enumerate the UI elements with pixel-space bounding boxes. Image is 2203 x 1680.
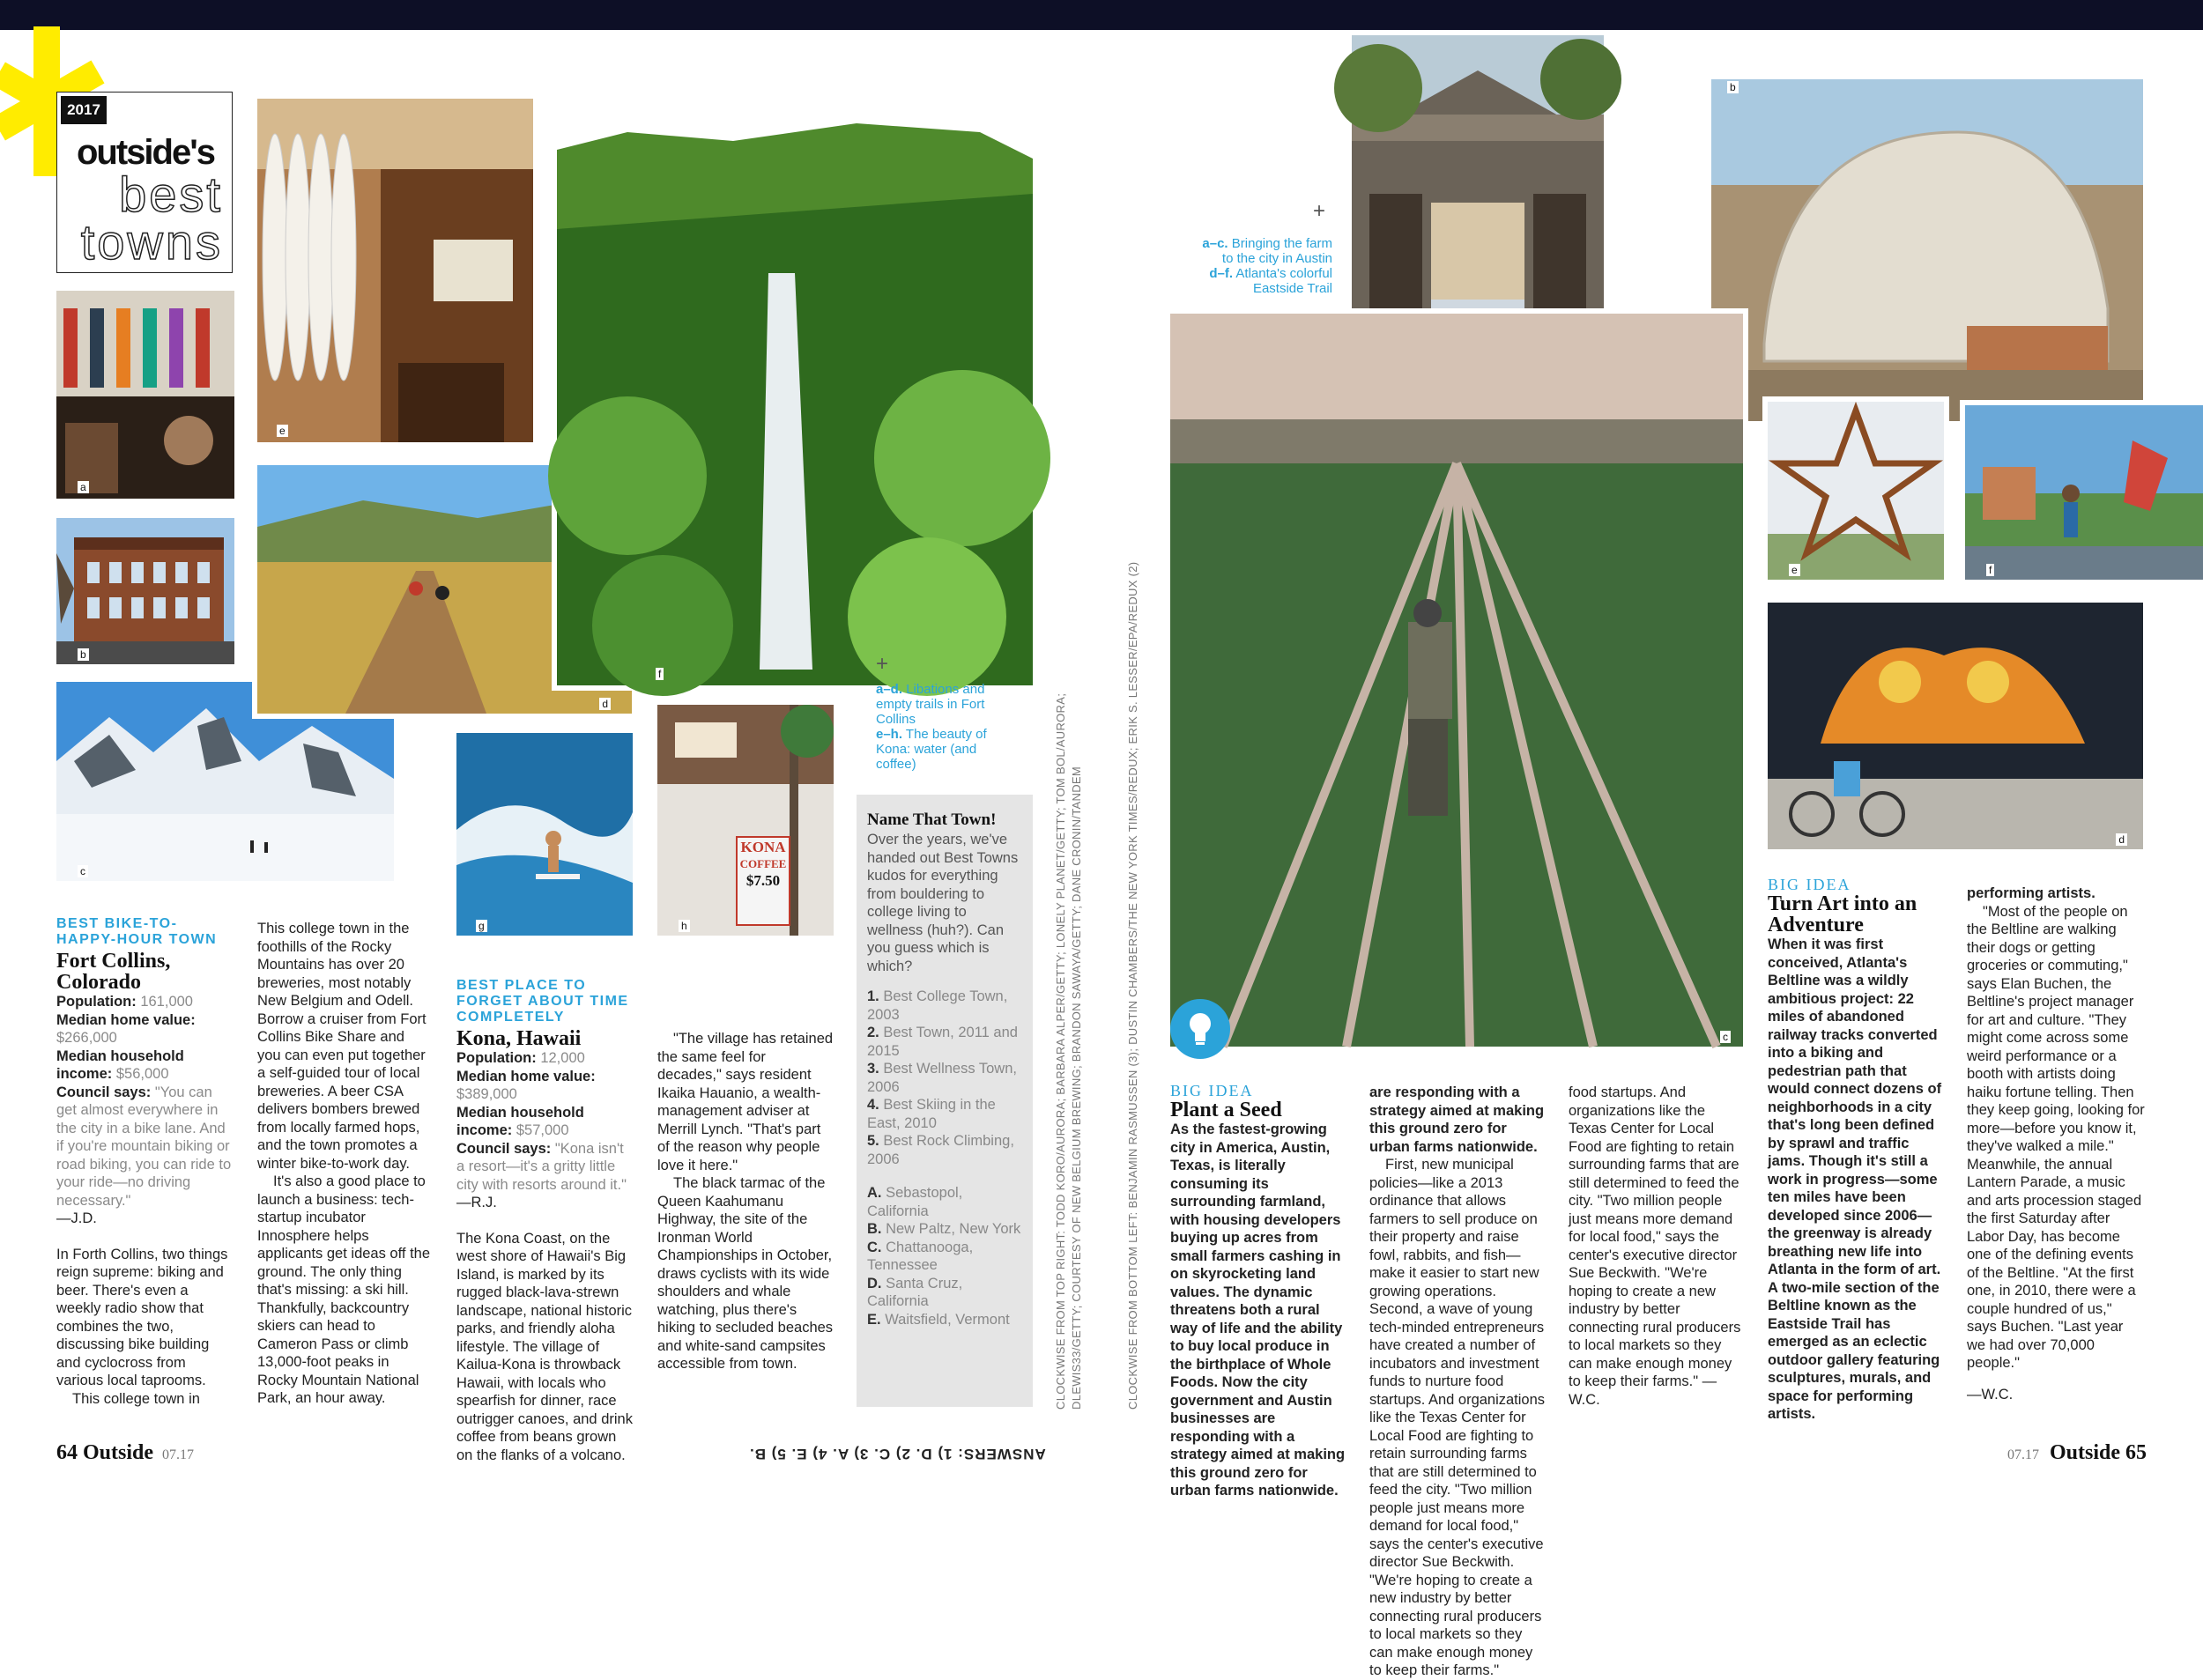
atlanta-col2 [1967, 884, 2145, 1403]
fc-home-label: Median home value: [56, 1011, 196, 1028]
photo-credit-right: CLOCKWISE FROM BOTTOM LEFT: BENJAMIN RASMUSSEN (3); DUSTIN CHAMBERS/THE NEW YORK TIMES/REDUX; ERIK S. LESSER/EPA/REDUX (2) [1126, 561, 1139, 1410]
caption-code-df: d–f. [1209, 266, 1234, 281]
quiz-title: Name That Town! [867, 810, 997, 829]
austin-col2 [1369, 1084, 1547, 1678]
label-c: c [78, 865, 88, 877]
label-f: f [656, 668, 664, 680]
kona-kicker: BEST PLACE TO FORGET ABOUT TIME COMPLETELY [456, 978, 629, 1025]
fort-collins-col1 [56, 916, 233, 1408]
photo-taproom [56, 291, 234, 499]
austin-bigidea: BIG IDEA [1170, 1082, 1254, 1099]
quiz-box [857, 795, 1033, 1407]
fort-collins-kicker: BEST BIKE-TO-HAPPY-HOUR TOWN [56, 916, 218, 947]
sign-line-kona: KONA [740, 839, 786, 855]
austin-body1: First, new municipal policies—like a 2013 ordinance that allows farmers to sell produce on their property and raise fowl, rabbits, and fish—make it easier to start new growing operations. Second, a wave of young tech-minded entrepreneurs have created a number of incubators and investment funds to nurture food startups. And organizations like the Texas Center for Local Food are fighting to retain surrounding farms that are still determined to feed the city. "Two million people just means more demand for local food," says the center's executive director Sue Beckwith. "We're hoping to create a new industry by better connecting rural producers to local markets so they can make enough money to keep their farms." [1369, 1157, 1546, 1678]
austin-col3 [1569, 1084, 1747, 1409]
sign-line-coffee: COFFEE [739, 857, 787, 870]
photo-farm-barn [1352, 35, 1604, 347]
label-d: d [599, 698, 611, 710]
quiz-questions [867, 988, 1022, 1168]
kona-col1 [456, 978, 633, 1463]
fc-pop-label: Population: [56, 994, 137, 1010]
issue-date-left: 07.17 [162, 1447, 195, 1462]
issue-date-right: 07.17 [2006, 1447, 2039, 1462]
quiz-b: B. New Paltz, New York [867, 1221, 1021, 1237]
fc-income-label: Median household income: [56, 1047, 184, 1082]
kona-body2: "The village has retained the same feel for decades," says resident Ikaika Hauanio, a wealth-management adviser at Merrill Lynch. "That's part of the reason why people love it here." [657, 1031, 834, 1173]
fc-pop-value: 161,000 [140, 994, 193, 1010]
title-outsides: outside's [77, 133, 214, 172]
fort-collins-col2 [257, 920, 432, 1408]
kona-council-quote: "Kona isn't a resort—it's a gritty little city with resorts around it." [456, 1140, 627, 1193]
fc-body2: This college town in the foothills of the Rocky Mountains has over 20 breweries, most notably New Belgium and Odell. Borrow a cruiser from Fort Collins Bike Share and you can even put together a self-guided tour of local breweries. A beer CSA delivers bombers brewed from locally farmed hops, and the town promotes a winter bike-to-work day. [257, 921, 427, 1172]
kona-home-label: Median home value: [456, 1068, 596, 1084]
austin-col1 [1170, 1082, 1348, 1499]
fc-income-value: $56,000 [115, 1066, 169, 1082]
quiz-d: D. Santa Cruz, California [867, 1275, 963, 1309]
kona-pop-value: 12,000 [540, 1050, 585, 1066]
title-towns: towns [80, 214, 223, 270]
quiz-intro: Over the years, we've handed out Best Towns kudos for everything from bouldering to college living to wellness (huh?). Can you guess which is which? [867, 832, 1019, 974]
quiz-q3: 3. Best Wellness Town, 2006 [867, 1061, 1017, 1095]
photo-star-sculpture [1768, 402, 1944, 580]
kona-name: Kona, Hawaii [456, 1027, 582, 1050]
photo-waterfall [557, 123, 1033, 685]
quiz-q2: 2. Best Town, 2011 and 2015 [867, 1025, 1018, 1059]
quiz-q1: 1. Best College Town, 2003 [867, 988, 1008, 1023]
lightbulb-icon [1170, 999, 1230, 1059]
quiz-answers [867, 1184, 1022, 1328]
kona-income-label: Median household income: [456, 1104, 584, 1138]
caption-text-ad: Libations and empty trails in Fort Collins [876, 682, 985, 727]
photo-surfer [456, 733, 633, 936]
atlanta-sig: —W.C. [1967, 1386, 2014, 1402]
austin-sig: —W.C. [1569, 1373, 1717, 1408]
quiz-answer-key: ANSWERS: 1) D. 2) C. 3) A. 4) E. 5) B. [749, 1446, 1046, 1462]
kona-council-label: Council says: [456, 1140, 552, 1157]
quiz-q4: 4. Best Skiing in the East, 2010 [867, 1097, 996, 1131]
title-best: best [119, 167, 223, 222]
kona-income-value: $57,000 [516, 1122, 569, 1138]
fc-home-value: $266,000 [56, 1030, 117, 1046]
atlanta-title: Turn Art into an Adventure [1768, 892, 1917, 936]
fc-council-label: Council says: [56, 1084, 152, 1100]
label-d-right: d [2116, 833, 2127, 846]
footer-right [2007, 1441, 2147, 1465]
kona-body3: The black tarmac of the Queen Kaahumanu Highway, the site of the Ironman World Championships in October, draws cyclists with its wide shoulders and whale watching, plus there's hiking to secluded beaches and white-sand campsites accessible from town. [657, 1175, 834, 1372]
kona-body1: The Kona Coast, on the west shore of Hawaii's Big Island, is marked by its rugged black-lava-strewn landscape, national historic parks, and friendly aloha lifestyle. The village of Kailua-Kona is throwback Hawaii, with locals who spearfish for dinner, race outrigger canoes, and drink coffee from beans grown on the flanks of a volcano. [456, 1230, 633, 1463]
label-h: h [679, 920, 690, 932]
photo-credit-left: CLOCKWISE FROM TOP RIGHT: TODD KORO/AURORA; BARBARA ALPER/GETTY; LONELY PLANET/GETTY; TOM BOL/AURORA; [1054, 692, 1067, 1410]
label-b-right: b [1727, 81, 1739, 93]
page-number-right: 65 [2125, 1441, 2147, 1464]
photo-greenhouse [1711, 79, 2143, 421]
sign-text [738, 839, 788, 889]
austin-title: Plant a Seed [1170, 1099, 1282, 1121]
austin-lead: As the fastest-growing city in America, Austin, Texas, is literally consuming its surrounding farmland, with housing developers buying up acres from small farmers cashing in on skyrocketing land values. The dynamic threatens both a rural way of life and the ability to buy local produce in the birthplace of Whole Foods. Now the city government and Austin businesses are responding with a strategy aimed at making this ground zero for urban farms nationwide. [1170, 1121, 1346, 1499]
kona-home-value: $389,000 [456, 1086, 517, 1102]
fort-collins-name: Fort Collins, Colorado [56, 950, 171, 994]
quiz-c: C. Chattanooga, Tennessee [867, 1239, 974, 1273]
photo-brick-building [56, 518, 234, 664]
label-c-right: c [1720, 1031, 1731, 1043]
magazine-name-right: Outside [2049, 1441, 2120, 1464]
footer-left [56, 1441, 194, 1465]
kona-council-sig: —R.J. [456, 1195, 497, 1210]
caption-code-ac: a–c. [1202, 236, 1228, 251]
austin-lead-cont: are responding with a strategy aimed at making this ground zero for urban farms nationwide. [1369, 1084, 1545, 1155]
photo-runner [1965, 405, 2203, 580]
atlanta-bigidea: BIG IDEA [1768, 876, 1851, 893]
magazine-name-left: Outside [83, 1441, 154, 1464]
caption-text-df: Atlanta's colorful Eastside Trail [1235, 266, 1332, 296]
sign-line-price: $7.50 [745, 872, 781, 889]
title-box [56, 92, 233, 273]
kona-col2 [657, 975, 834, 1373]
quiz-e: E. Waitsfield, Vermont [867, 1311, 1010, 1328]
left-photo-caption [876, 682, 999, 772]
quiz-q5: 5. Best Rock Climbing, 2006 [867, 1133, 1014, 1167]
fc-body3: It's also a good place to launch a business: tech-startup incubator Innosphere helps applicants get ideas off the ground. The only thing that's missing: a ski hill. Thankfully, backcountry skiers can head to Cameron Pass or climb 13,000-foot peaks in Rocky Mountain National Park, an hour away. [257, 1173, 431, 1406]
plus-icon-left: + [876, 652, 889, 676]
photo-farm-field [1170, 314, 1743, 1047]
caption-code-ad: a–d. [876, 682, 903, 697]
year-badge: 2017 [61, 96, 107, 124]
austin-body-cont: food startups. And organizations like the Texas Center for Local Food are fighting to retain surrounding farms that are still determined to feed the city. "Two million people just means more demand for local food," says the center's executive director Sue Beckwith. "We're hoping to create a new industry by better connecting rural producers to local markets so they can make enough money to keep their farms." —W.C. [1569, 1084, 1741, 1408]
fc-council-sig: —J.D. [56, 1210, 97, 1226]
fc-body1: In Forth Collins, two things reign supreme: biking and beer. There's even a weekly radio show that combines the two, discussing bike building and cyclocross from various local taprooms. [56, 1246, 228, 1388]
atlanta-lead: When it was first conceived, Atlanta's Beltline was a wildly ambitious project: 22 miles of abandoned railway tracks converted into a biking and pedestrian path that would connect dozens of neighborhoods in a city that's long been defined by sprawl and traffic jams. Though it's still a work in progress—some ten miles have been developed since 2006—the greenway is already breathing new life into Atlanta in the form of art. A two-mile section of the Beltline known as the Eastside Trail has emerged as an eclectic outdoor gallery featuring sculptures, murals, and space for performing artists. [1768, 936, 1942, 1422]
caption-code-eh: e–h. [876, 727, 903, 742]
photo-kona-coffee-sign [657, 705, 834, 936]
right-photo-caption [1190, 236, 1332, 296]
label-b: b [78, 648, 89, 661]
quiz-a: A. Sebastopol, California [867, 1185, 963, 1219]
fc-council-quote: "You can get almost everywhere in the city in a bike lane. And if you're mountain biking or road biking, you can ride to your ride—no driving necessary." [56, 1084, 232, 1209]
page-number-left: 64 [56, 1441, 78, 1464]
caption-text-eh: The beauty of Kona: water (and coffee) [876, 727, 987, 772]
photo-credit-left-2: DLEWIS33/GETTY; COURTESY OF NEW BELGIUM BREWING; BRANDON SAWAYA/GETTY; DANE CRONIN/TANDEM [1070, 766, 1083, 1410]
atlanta-body1: "Most of the people on the Beltline are walking their dogs or getting groceries or commuting," says Elan Buchen, the Beltline's project manager for art and culture. "They might come across some weird performance or a booth with artists doing haiku fortune telling. Then they keep going, looking for more—before you know it, they've walked a mile." Meanwhile, the annual Lantern Parade, a music and arts procession staged the first Saturday after Labor Day, has become one of the defining events of the Beltline. "At the first one, in 2010, there were a couple hundred of us," says Buchen. "Last year we had over 70,000 people." [1967, 903, 2145, 1371]
fc-body2-start: This college town in [72, 1390, 200, 1407]
label-e: e [277, 425, 288, 437]
caption-text-ac: Bringing the farm to the city in Austin [1221, 236, 1332, 266]
plus-icon-right: + [1313, 199, 1326, 223]
label-f-right: f [1986, 564, 1994, 576]
label-e-right: e [1789, 564, 1800, 576]
label-a: a [78, 481, 89, 493]
label-g: g [476, 920, 487, 932]
atlanta-lead-cont: performing artists. [1967, 885, 2095, 901]
top-bar [0, 0, 2203, 30]
atlanta-col1 [1768, 876, 1946, 1422]
photo-surfboards [257, 99, 533, 442]
photo-mural-cyclist [1768, 603, 2143, 849]
kona-pop-label: Population: [456, 1050, 537, 1066]
